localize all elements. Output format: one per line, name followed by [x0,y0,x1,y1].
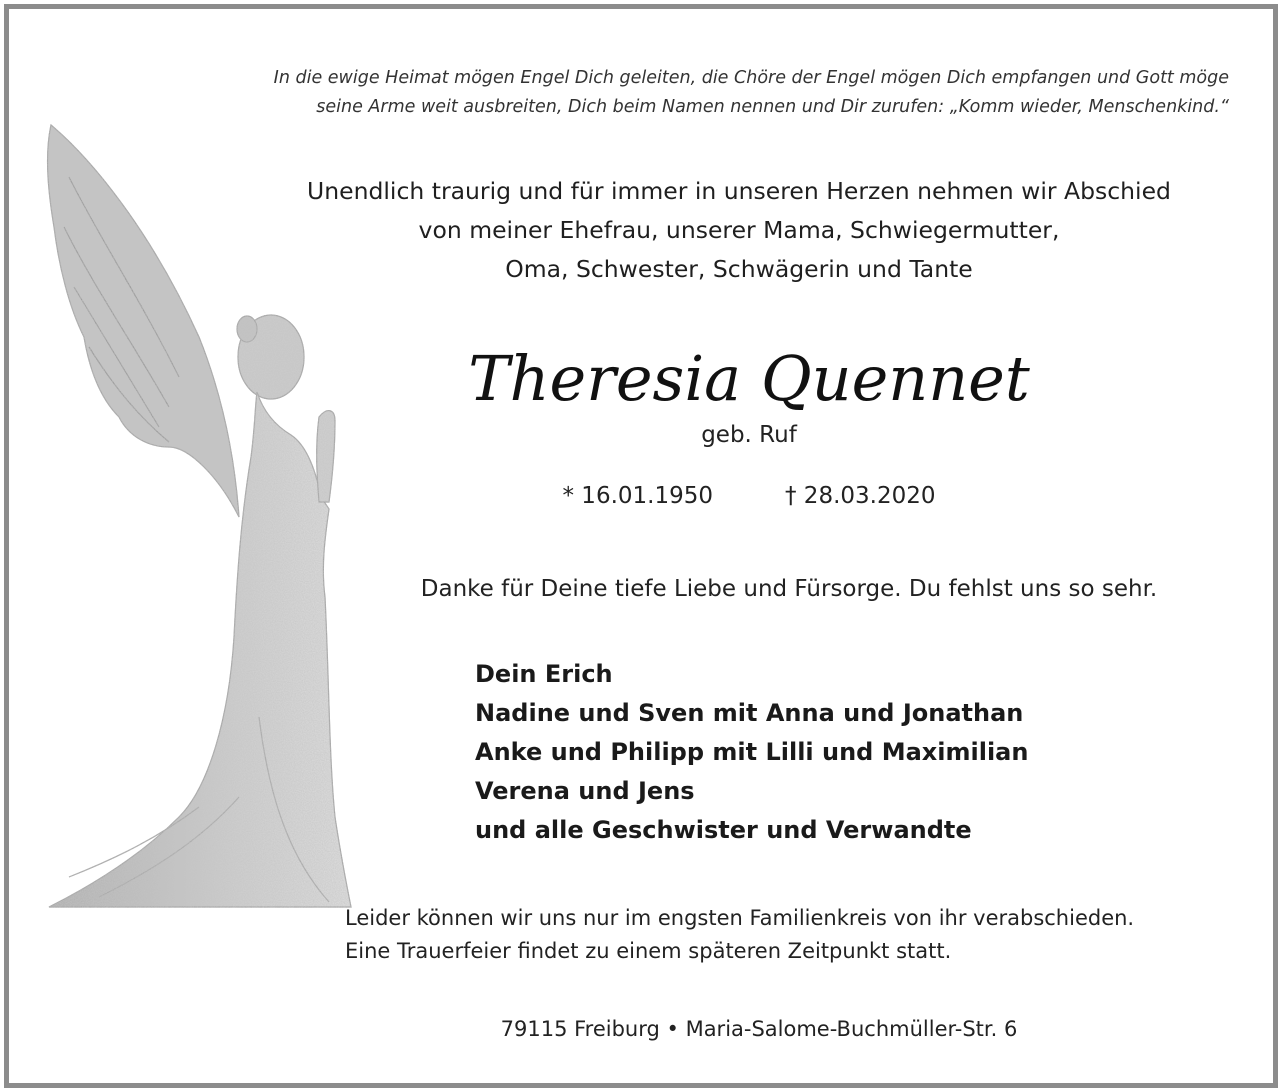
birth-date: * 16.01.1950 [562,483,713,509]
notice-line: Leider können wir uns nur im engsten Familienkreis von ihr verabschieden. [345,906,1135,930]
life-dates [259,479,1239,513]
angel-wing [48,125,239,517]
family-member: Dein Erich [475,660,613,688]
obituary-frame [4,4,1278,1088]
mourning-address: 79115 Freiburg • Maria-Salome-Buchmüller-Str. 6 [500,1017,1018,1041]
death-date: † 28.03.2020 [785,483,936,509]
notice-line: Eine Trauerfeier findet zu einem späteren Zeitpunkt statt. [345,939,952,963]
quote-line: seine Arme weit ausbreiten, Dich beim Namen nennen und Dir zurufen: „Komm wieder, Menschenkind.“ [316,97,1229,117]
funeral-notice [345,902,1245,968]
family-list [475,655,1028,850]
angel-dress [49,392,351,907]
farewell-line: von meiner Ehefrau, unserer Mama, Schwiegermutter, [418,216,1060,244]
quote-line: In die ewige Heimat mögen Engel Dich geleiten, die Chöre der Engel mögen Dich empfangen und Gott möge [273,68,1229,88]
farewell-line: Oma, Schwester, Schwägerin und Tante [505,255,973,283]
deceased-name: Theresia Quennet [468,342,1030,415]
family-member: Anke und Philipp mit Lilli und Maximilian [475,738,1029,766]
maiden-name: geb. Ruf [701,422,797,448]
thanks-message: Danke für Deine tiefe Liebe und Fürsorge. Du fehlst uns so sehr. [420,576,1158,602]
family-member: und alle Geschwister und Verwandte [475,816,972,844]
opening-quote [129,64,1229,122]
farewell-line: Unendlich traurig und für immer in unseren Herzen nehmen wir Abschied [307,177,1171,205]
family-member: Nadine und Sven mit Anna und Jonathan [475,699,1024,727]
farewell-text [229,172,1249,289]
family-member: Verena und Jens [475,777,695,805]
